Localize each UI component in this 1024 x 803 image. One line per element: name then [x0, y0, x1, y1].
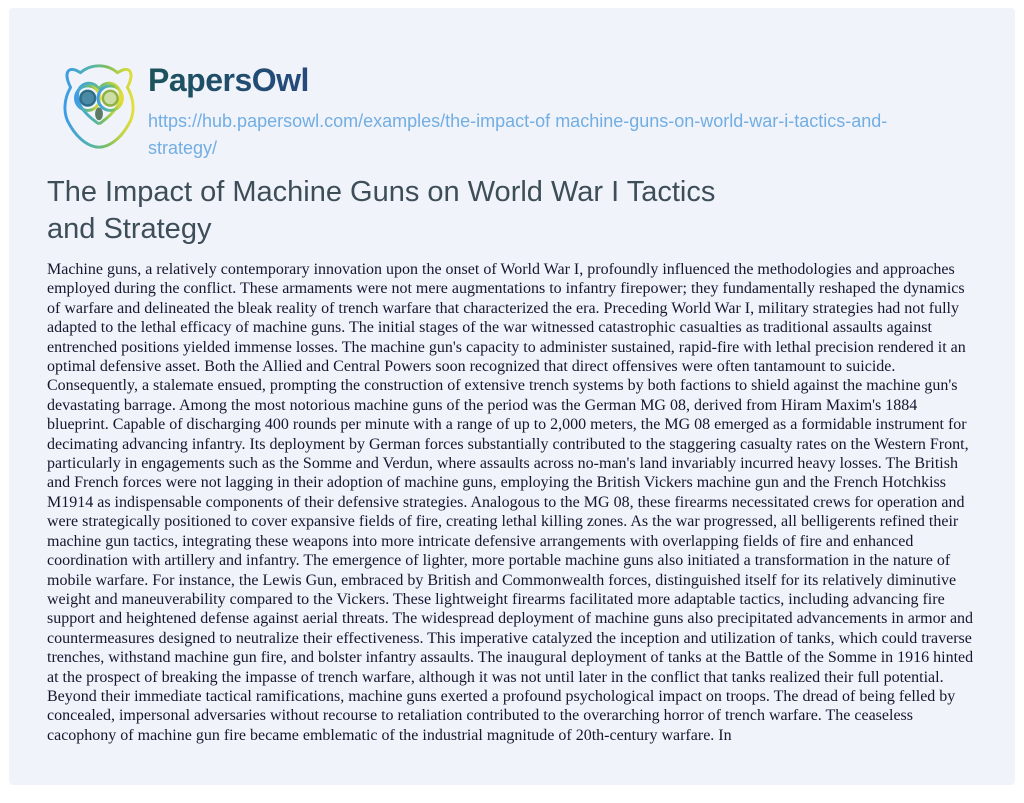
page-title: The Impact of Machine Guns on World War I Tactics and Strategy: [47, 176, 716, 245]
source-url-link[interactable]: https://hub.papersowl.com/examples/the-impact-of machine-guns-on-world-war-i-tactics-and-strategy/: [148, 111, 888, 158]
essay-body-paragraph: Machine guns, a relatively contemporary innovation upon the onset of World War I, profoundly influenced the methodologies and approaches employed during the conflict. These armaments were not mere augmentations to infantry firepower; they fundamentally reshaped the dynamics of warfare and delineated the bleak reality of trench warfare that characterized the era. Preceding World War I, military strategies had not fully adapted to the lethal efficacy of machine guns. The initial stages of the war witnessed catastrophic casualties as traditional assaults against entrenched positions yielded immense losses. The machine gun's capacity to administer sustained, rapid-fire with lethal precision rendered it an optimal defensive asset. Both the Allied and Central Powers soon recognized that direct offensives were often tantamount to suicide. Consequently, a stalemate ensued, prompting the construction of extensive trench systems by both factions to shield against the machine gun's devastating barrage. Among the most notorious machine guns of the period was the German MG 08, derived from Hiram Maxim's 1884 blueprint. Capable of discharging 400 rounds per minute with a range of up to 2,000 meters, the MG 08 emerged as a formidable instrument for decimating advancing infantry. Its deployment by German forces substantially contributed to the staggering casualty rates on the Western Front, particularly in engagements such as the Somme and Verdun, where assaults across no-man's land invariably incurred heavy losses. The British and French forces were not lagging in their adoption of machine guns, employing the British Vickers machine gun and the French Hotchkiss M1914 as indispensable components of their defensive strategies. Analogous to the MG 08, these firearms necessitated crews for operation and were strategically positioned to cover expansive fields of fire, creating lethal killing zones. As the war progressed, all belligerents refined their machine gun tactics, integrating these weapons into more intricate defensive arrangements with overlapping fields of fire and enhanced coordination with artillery and infantry. The emergence of lighter, more portable machine guns also initiated a transformation in the nature of mobile warfare. For instance, the Lewis Gun, embraced by British and Commonwealth forces, distinguished itself for its relatively diminutive weight and maneuverability compared to the Vickers. These lightweight firearms facilitated more adaptable tactics, including advancing fire support and heightened defense against aerial threats. The widespread deployment of machine guns also precipitated advancements in armor and countermeasures designed to neutralize their effectiveness. This imperative catalyzed the inception and utilization of tanks, which could traverse trenches, withstand machine gun fire, and bolster infantry assaults. The inaugural deployment of tanks at the Battle of the Somme in 1916 hinted at the prospect of breaking the impasse of trench warfare, although it was not until later in the conflict that tanks realized their full potential. Beyond their immediate tactical ramifications, machine guns exerted a profound psychological impact on troops. The dread of being felled by concealed, impersonal adversaries without recourse to retaliation contributed to the overarching horror of trench warfare. The ceaseless cacophony of machine gun fire became emblematic of the industrial magnitude of 20th-century warfare. In: [47, 261, 974, 744]
papersowl-owl-logo-icon: [50, 58, 148, 156]
page-card: [9, 8, 1015, 785]
brand-name: PapersOwl: [148, 62, 309, 98]
